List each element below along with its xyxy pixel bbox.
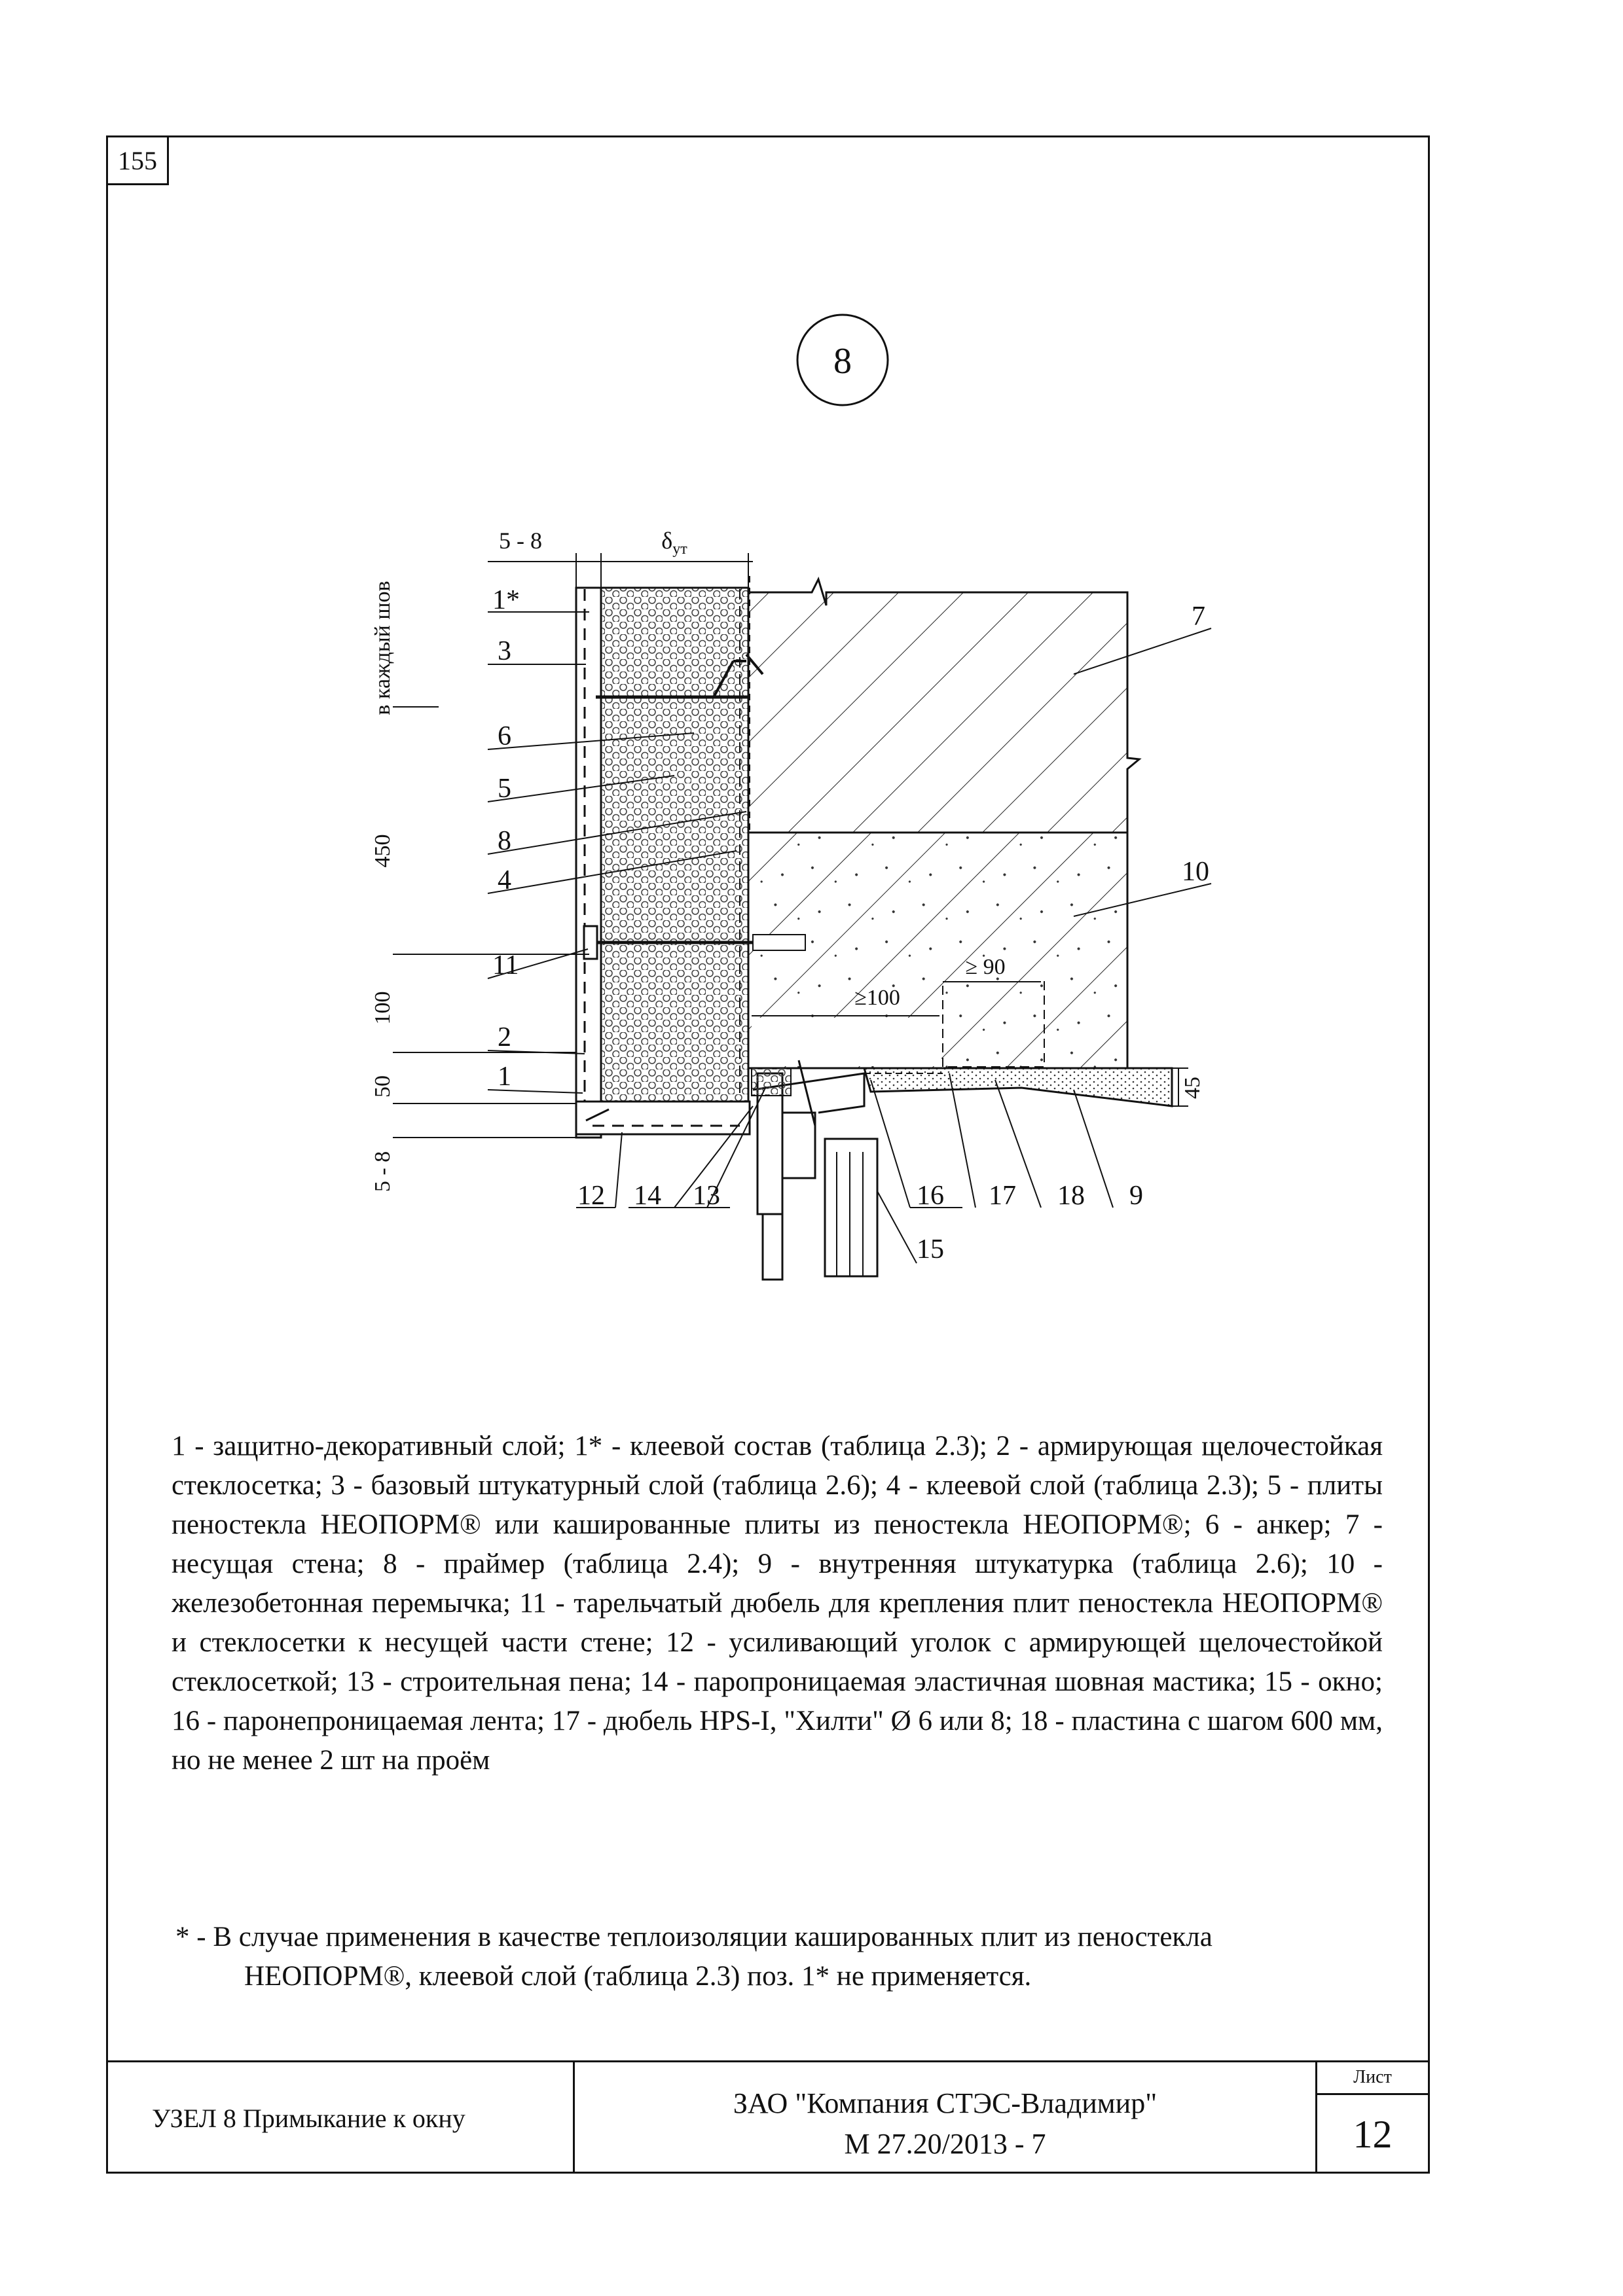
footnote (175, 1918, 1419, 1996)
dim-100: 100 (371, 991, 395, 1025)
callout-9: 9 (1129, 1181, 1143, 1211)
dim-bottom-gap: 5 - 8 (371, 1151, 395, 1193)
title-company-block (575, 2062, 1317, 2174)
dim-each-seam: в каждый шов (371, 581, 395, 715)
callout-2: 2 (498, 1022, 511, 1052)
title-block (106, 2060, 1430, 2174)
foam-glass-insulation (601, 588, 748, 1102)
callout-6: 6 (498, 721, 511, 751)
callout-4: 4 (498, 865, 511, 895)
sheet-number: 12 (1353, 2113, 1393, 2156)
dim-450: 450 (371, 834, 395, 868)
footnote-line-1: * - В случае применения в качестве теплоизоляции кашированных плит из пеностекла (175, 1922, 1213, 1952)
callout-13: 13 (693, 1181, 720, 1211)
dim-insulation: $\delta_{ут}$ (661, 528, 687, 558)
callout-3: 3 (498, 636, 511, 666)
base-plaster-layer (576, 588, 601, 1138)
footnote-line-2: НЕОПОРМ®, клеевой слой (таблица 2.3) поз. 1* не применяется. (244, 1961, 1032, 1992)
node-number: 8 (833, 341, 852, 382)
legend: 1 - защитно-декоративный слой; 1* - клеевой состав (таблица 2.3); 2 - армирующая щелочестойкая стеклосетка; 3 - базовый штукатурный слой (таблица 2.6); 4 - клеевой слой (таблица 2.3); 5 - плиты пеностекла НЕОПОРМ® или кашированные плиты из пеностекла НЕОПОРМ®; 6 - анкер; 7 - несущая стена; 8 - праймер (таблица 2.4); 9 - внутренняя штукатурка (таблица 2.6); 10 - железобетонная перемычка; 11 - тарельчатый дюбель для крепления плит пеностекла НЕОПОРМ® и стеклосетки к несущей части стене; 12 - усиливающий уголок с армирующей щелочестойкой стеклосеткой; 13 - строительная пена; 14 - паропроницаемая эластичная шовная мастика; 15 - окно; 16 - паронепроницаемая лента; 17 - дюбель HPS-I, "Хилти" Ø 6 или 8; 18 - пластина с шагом 600 мм, но не менее 2 шт на проём (172, 1431, 1383, 1776)
dim-45: 45 (1180, 1077, 1205, 1099)
company-name: ЗАО "Компания СТЭС-Владимир" (733, 2087, 1158, 2119)
callout-17: 17 (989, 1181, 1016, 1211)
bottom-plaster-return (576, 1102, 750, 1134)
callout-1s: 1* (492, 585, 520, 615)
callout-15: 15 (917, 1234, 944, 1265)
callout-14: 14 (634, 1181, 661, 1211)
dim-min90: ≥ 90 (965, 955, 1006, 979)
dim-50: 50 (371, 1075, 395, 1098)
callout-18: 18 (1057, 1181, 1085, 1211)
callout-8: 8 (498, 826, 511, 856)
callout-5: 5 (498, 774, 511, 804)
callout-10: 10 (1182, 857, 1209, 887)
callout-11: 11 (492, 950, 519, 980)
callout-7: 7 (1192, 601, 1205, 632)
sheet-label: Лист (1317, 2062, 1428, 2095)
page-number: 155 (106, 135, 169, 185)
callout-16: 16 (917, 1181, 944, 1211)
callout-1: 1 (498, 1062, 511, 1092)
dim-min100: ≥100 (854, 986, 900, 1010)
callout-12: 12 (577, 1181, 605, 1211)
sheet-cell (1317, 2062, 1428, 2174)
load-bearing-wall (748, 579, 1139, 833)
mounting-foam (752, 1068, 791, 1096)
document-code: М 27.20/2013 - 7 (844, 2128, 1046, 2160)
node-title: УЗЕЛ 8 Примыкание к окну (106, 2062, 575, 2174)
window-frame (753, 1073, 877, 1280)
dim-top-gap: 5 - 8 (499, 528, 542, 554)
